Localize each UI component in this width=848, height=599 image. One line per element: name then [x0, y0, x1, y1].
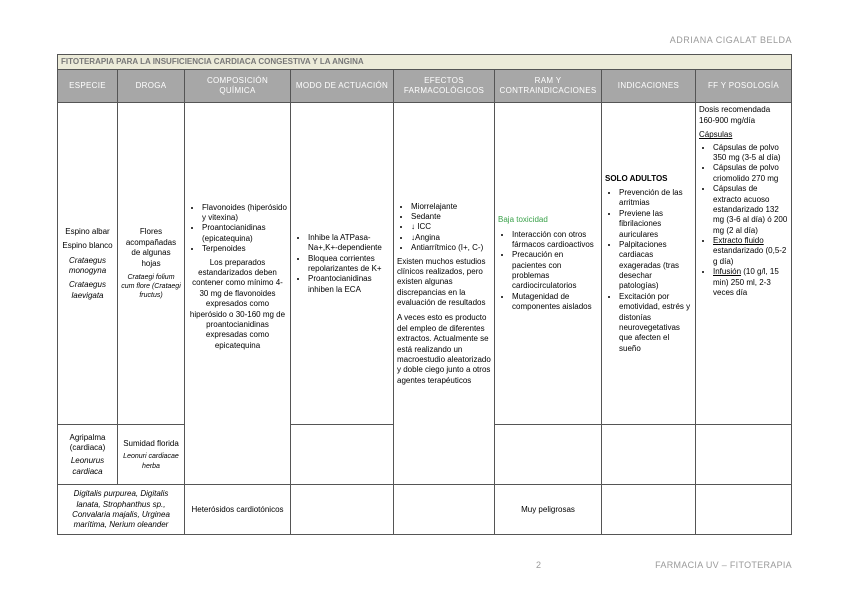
footer-label: FARMACIA UV – FITOTERAPIA	[655, 560, 792, 570]
column-header-droga: DROGA	[118, 70, 185, 103]
species-name-2: Espino blanco	[62, 241, 113, 251]
table-row-digitalis	[58, 485, 792, 535]
indication-item: • Previene las fibrilaciones auriculares	[619, 209, 692, 240]
indication-item: • Excitación por emotividad, estrés y distonías neurovegetativas que afecten el sueño	[619, 292, 692, 354]
species-name-1: Espino albar	[65, 226, 110, 236]
posology-item	[713, 163, 788, 184]
column-header-composicion: COMPOSICIÓN QUÍMICA	[185, 70, 291, 103]
table-header-row	[58, 70, 792, 103]
drug-name: Flores acompañadas de algunas hojas	[125, 227, 177, 268]
effects-text-1: Existen muchos estudios clínicos realizados, pero existen algunas discrepancias en la evaluación de resultados	[397, 256, 486, 308]
action-item: • Inhibe la ATPasa-Na+,K+-dependiente	[308, 233, 390, 254]
ram-title: Baja toxicidad	[498, 215, 548, 225]
composition-item: • Flavonoides (hiperósido y vitexina)	[202, 203, 287, 224]
indications-title: SOLO ADULTOS	[605, 173, 668, 183]
drug-latin: Leonuri cardiacae herba	[123, 453, 179, 470]
drug-name: Sumidad florida	[123, 439, 179, 449]
posology-item-label: Extracto fluido	[713, 236, 764, 246]
table-title-row	[58, 55, 792, 70]
table-title: FITOTERAPIA PARA LA INSUFICIENCIA CARDIACA CONGESTIVA Y LA ANGINA	[58, 55, 792, 70]
action-list	[294, 233, 390, 295]
cell-efectos-espino	[394, 103, 495, 485]
cell-posologia-espino	[696, 103, 792, 425]
cell-ram-espino	[495, 103, 602, 425]
ram-list	[498, 230, 598, 313]
posology-item-text: Cápsulas de polvo 350 mg (3-5 al día)	[713, 142, 781, 162]
cell-modo-agripalma	[291, 425, 394, 485]
cell-posologia-digitalis	[696, 485, 792, 535]
cell-posologia-agripalma	[696, 425, 792, 485]
effects-item: • ↓ ICC	[411, 222, 491, 232]
posology-list	[699, 143, 788, 299]
effects-text-2: A veces esto es producto del empleo de diferentes extractos. Actualmente se está realizando un macroestudio aleatorizado y doble ciego junto a otros agentes terapéuticos	[397, 313, 491, 385]
cell-droga-espino	[118, 103, 185, 425]
posology-item	[713, 267, 788, 298]
composition-list	[188, 203, 287, 255]
column-header-indicaciones: INDICACIONES	[602, 70, 696, 103]
column-header-posologia: FF Y POSOLOGÍA	[696, 70, 792, 103]
posology-item-text: Cápsulas de polvo criomolido 270 mg	[713, 163, 779, 183]
cell-indicaciones-espino	[602, 103, 696, 425]
posology-item-label: Infusión	[713, 267, 742, 277]
cell-composicion-digitalis: Heterósidos cardiotónicos	[185, 485, 291, 535]
ram-item: • Interacción con otros fármacos cardioactivos	[512, 230, 598, 251]
indication-item: • Palpitaciones cardiacas exageradas (tras desechar patologías)	[619, 240, 692, 292]
composition-item: • Proantocianidinas (epicatequina)	[202, 223, 287, 244]
indication-item: • Prevención de las arritmias	[619, 188, 692, 209]
cell-efectos-digitalis	[394, 485, 495, 535]
posology-item-text: Cápsulas de extracto acuoso estandarizado 132 mg (3-6 al día) ó 200 mg (2 al día)	[713, 184, 788, 235]
cell-ram-digitalis: Muy peligrosas	[495, 485, 602, 535]
effects-item: • ↓Angina	[411, 233, 491, 243]
cell-composicion-espino	[185, 103, 291, 485]
composition-note: Los preparados estandarizados deben contener como mínimo 4-30 mg de flavonoides expresados como hiperósido o 30-160 mg de proantocianidinas expresadas como epicatequina	[189, 257, 286, 350]
cell-especie-espino	[58, 103, 118, 425]
column-header-especie: ESPECIE	[58, 70, 118, 103]
posology-item	[713, 184, 788, 236]
cell-indicaciones-agripalma	[602, 425, 696, 485]
species-name: Agripalma (cardiaca)	[69, 432, 106, 452]
species-latin: Leonurus cardiaca	[70, 456, 105, 476]
ram-item: • Mutagenidad de componentes aislados	[512, 292, 598, 313]
column-header-efectos: EFECTOS FARMACOLÓGICOS	[394, 70, 495, 103]
action-item: • Bloquea corrientes repolarizantes de K+	[308, 254, 390, 275]
posology-item-text: estandarizado (0,5-2 g día)	[713, 246, 787, 266]
cell-especie-agripalma	[58, 425, 118, 485]
column-header-ram: RAM Y CONTRAINDICACIONES	[495, 70, 602, 103]
effects-list	[397, 202, 491, 254]
species-latin-2: Crataegus laevigata	[69, 280, 106, 300]
cell-modo-espino	[291, 103, 394, 425]
species-latin-1: Crataegus monogyna	[68, 255, 107, 275]
posology-item	[713, 143, 788, 164]
ram-item: • Precaución en pacientes con problemas cardiocirculatorios	[512, 250, 598, 292]
page-number: 2	[536, 560, 542, 570]
dose-recommended: Dosis recomendada 160-900 mg/día	[699, 105, 771, 125]
indications-list	[605, 188, 692, 354]
posology-item-text: (10 g/l, 15 min) 250 ml, 2-3 veces día	[713, 267, 779, 298]
cell-droga-agripalma	[118, 425, 185, 485]
effects-item: • Sedante	[411, 212, 491, 222]
cell-especie-digitalis: Digitalis purpurea, Digitalis lanata, Strophanthus sp., Convalaria majalis, Urginea marítima, Nerium oleander	[58, 485, 185, 535]
table-row-espino	[58, 103, 792, 425]
cell-modo-digitalis	[291, 485, 394, 535]
cell-ram-agripalma	[495, 425, 602, 485]
column-header-modo: MODO DE ACTUACIÓN	[291, 70, 394, 103]
phytotherapy-table	[57, 54, 792, 535]
posology-item	[713, 236, 788, 267]
action-item: • Proantocianidinas inhiben la ECA	[308, 274, 390, 295]
effects-item: • Antiarrítmico (I+, C-)	[411, 243, 491, 253]
effects-item: • Miorrelajante	[411, 202, 491, 212]
composition-item: • Terpenoides	[202, 244, 287, 254]
author-header: ADRIANA CIGALAT BELDA	[669, 35, 792, 45]
capsules-title: Cápsulas	[699, 130, 733, 140]
cell-indicaciones-digitalis	[602, 485, 696, 535]
drug-latin: Crataegi folium cum flore (Crataegi fructus)	[121, 274, 181, 300]
